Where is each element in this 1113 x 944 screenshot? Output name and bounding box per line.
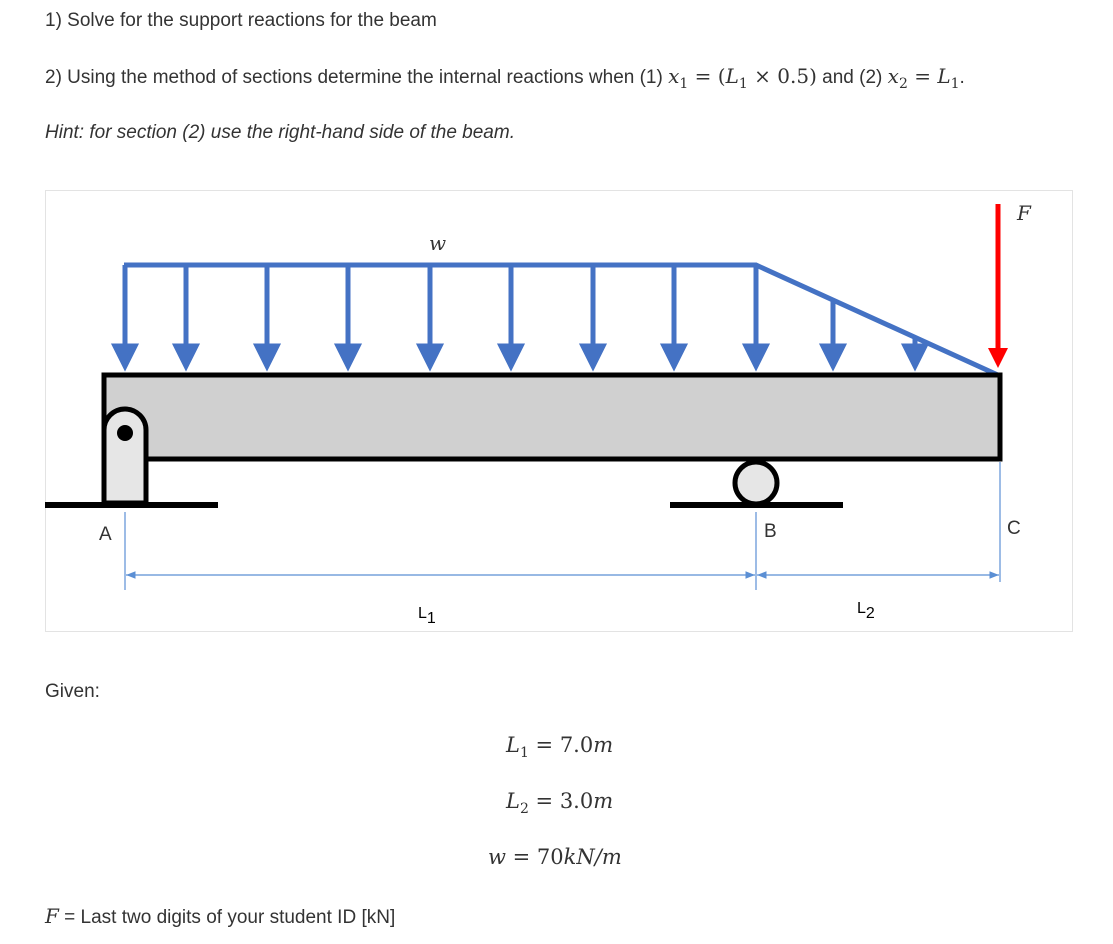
- given-l1: [506, 733, 614, 761]
- x1-variable: x: [668, 64, 680, 88]
- x2-subscript: 2: [898, 76, 908, 92]
- given-w-value: = 70: [505, 845, 564, 869]
- x1-subscript: 1: [679, 76, 689, 92]
- dimension-lines: [125, 462, 1000, 590]
- given-l2-value: = 3.0: [528, 789, 594, 813]
- given-l1-value: = 7.0: [528, 733, 594, 757]
- x1-equals: = (: [688, 64, 726, 88]
- l1b-subscript: 1: [950, 76, 960, 92]
- f-note-variable: F: [45, 904, 59, 928]
- l1-subscript: 1: [738, 76, 748, 92]
- roller-support-b: [670, 462, 843, 505]
- span-2-label: [857, 600, 875, 622]
- x2-equals: =: [907, 64, 938, 88]
- given-label: Given:: [45, 681, 100, 702]
- x2-variable: x: [887, 64, 899, 88]
- given-l1-subscript: 1: [519, 745, 529, 761]
- question-2-end: .: [959, 67, 965, 88]
- force-label: F: [1017, 201, 1031, 225]
- question-1: 1) Solve for the support reactions for the beam: [45, 10, 437, 31]
- given-l2-variable: L: [506, 789, 520, 813]
- given-w-unit: kN/m: [563, 845, 622, 869]
- span-2-subscript: 2: [865, 605, 875, 622]
- span-2-variable: L: [857, 600, 866, 617]
- given-l1-variable: L: [506, 733, 520, 757]
- l1-variable: L: [725, 64, 739, 88]
- given-l1-unit: m: [593, 733, 614, 757]
- beam: [104, 375, 1000, 459]
- given-l2-subscript: 2: [519, 801, 529, 817]
- f-note-text: = Last two digits of your student ID [kN]: [58, 907, 396, 928]
- span-1-variable: L: [418, 605, 427, 622]
- point-a-label: A: [99, 524, 112, 545]
- distributed-load: [115, 265, 1000, 376]
- span-1-subscript: 1: [426, 610, 436, 627]
- l1b-variable: L: [937, 64, 951, 88]
- span-1-label: [418, 605, 436, 627]
- given-l2-unit: m: [593, 789, 614, 813]
- load-label: w: [429, 231, 447, 255]
- question-2-middle: and (2): [816, 67, 888, 88]
- load-top-line: [124, 265, 1000, 376]
- question-2-prefix: 2) Using the method of sections determine the internal reactions when (1): [45, 67, 669, 88]
- given-w-variable: w: [488, 845, 506, 869]
- point-b-label: B: [764, 521, 777, 542]
- given-l2: [506, 789, 614, 817]
- x1-factor: × 0.5): [747, 64, 817, 88]
- f-note: [45, 904, 395, 930]
- point-force-arrow: [988, 204, 1008, 368]
- given-w: [488, 845, 622, 869]
- point-c-label: C: [1007, 518, 1021, 539]
- hint-text: Hint: for section (2) use the right-hand side of the beam.: [45, 122, 515, 143]
